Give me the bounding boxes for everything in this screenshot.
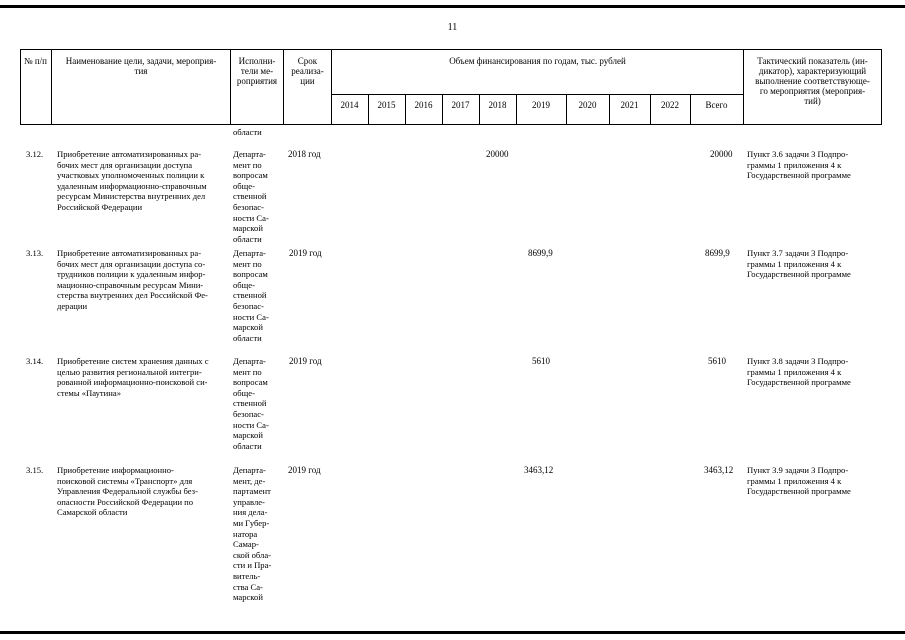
row-3-14-total: 5610 [708,356,726,366]
header-total: Всего [705,100,728,110]
header-num: № п/п [24,56,47,66]
row-3-13-indicator: Пункт 3.7 задачи 3 Подпро- граммы 1 приложения 4 к Государственной программе [747,248,851,280]
row-3-12-name: Приобретение автоматизированных ра- бочих мест для организации доступа участковых уполномоченных полиции к удаленным информационно-справочным ресурсам Министерства внутренних дел Российской Федерации [57,149,207,212]
header-executor: Исполни- тели ме- роприятия [236,56,278,86]
row-3-12-amount-2018: 20000 [486,149,509,159]
row-3-14-indicator: Пункт 3.8 задачи 3 Подпро- граммы 1 приложения 4 к Государственной программе [747,356,851,388]
header-year-2018: 2018 [488,100,507,110]
row-3-15-term: 2019 год [288,465,321,475]
row-3-12-num: 3.12. [26,149,44,159]
header-year-2021: 2021 [620,100,639,110]
header-year-2014: 2014 [340,100,359,110]
top-border [0,5,905,8]
years-top-line [331,94,744,95]
vline-right [881,49,882,125]
header-funding: Объем финансирования по годам, тыс. рублей [449,56,626,66]
row-3-15-amount-2019: 3463,12 [524,465,554,475]
row-3-13-num: 3.13. [26,248,44,258]
header-year-2019: 2019 [532,100,550,110]
header-bottom-line [20,124,882,125]
row-3-15-num: 3.15. [26,465,44,475]
row-3-13-executor: Департа- мент по вопросам обще- ственной безопас- ности Са- марской области [233,248,269,343]
row-3-12-indicator: Пункт 3.6 задачи 3 Подпро- граммы 1 приложения 4 к Государственной программе [747,149,851,181]
header-term: Срок реализа- ции [291,56,324,86]
row-3-14-term: 2019 год [289,356,322,366]
row-3-14-num: 3.14. [26,356,44,366]
page-number: 11 [447,22,458,33]
row-3-13-name: Приобретение автоматизированных ра- бочих мест для организации доступа со- трудников полиции к удаленным инфор- мационно-справочным ресурсам Мини- стерства внутренних дел Российской Фе- дерации [57,248,208,311]
header-year-2015: 2015 [377,100,396,110]
header-name: Наименование цели, задачи, мероприя- тия [65,56,217,76]
row-3-15-executor: Департа- мент, де- партамент управле- ния дела- ми Губер- натора Самар- ской обла- сти и Пра- витель- ства Са- марской [233,465,272,603]
row-3-14-executor: Департа- мент по вопросам обще- ственной безопас- ности Са- марской области [233,356,269,451]
header-year-2022: 2022 [661,100,679,110]
row-3-12-term: 2018 год [288,149,321,159]
row-3-15-indicator: Пункт 3.9 задачи 3 Подпро- граммы 1 приложения 4 к Государственной программе [747,465,851,497]
row-3-13-term: 2019 год [289,248,322,258]
row-3-14-amount-2019: 5610 [532,356,550,366]
bottom-border [0,631,905,634]
table-top-line [20,49,882,50]
row-3-12-executor: Департа- мент по вопросам обще- ственной безопас- ности Са- марской области [233,149,269,244]
row-3-14-name: Приобретение систем хранения данных с целью развития региональной интегри- рованной информационно-поисковой си- стемы «Паутина» [57,356,209,398]
row-3-13-total: 8699,9 [705,248,730,258]
header-year-2016: 2016 [414,100,433,110]
carryover-text: области [233,127,262,137]
row-3-15-name: Приобретение информационно- поисковой системы «Транспорт» для Управления Федеральной службы без- опасности Российской Федерации по Самарской области [57,465,198,518]
row-3-13-amount-2019: 8699,9 [528,248,553,258]
header-year-2017: 2017 [451,100,470,110]
header-year-2020: 2020 [578,100,597,110]
row-3-15-total: 3463,12 [704,465,734,475]
row-3-12-total: 20000 [710,149,733,159]
header-indicator: Тактический показатель (ин- дикатор), характеризующий выполнение соответствующе- го мероприятия (мероприя- тий) [755,56,870,106]
